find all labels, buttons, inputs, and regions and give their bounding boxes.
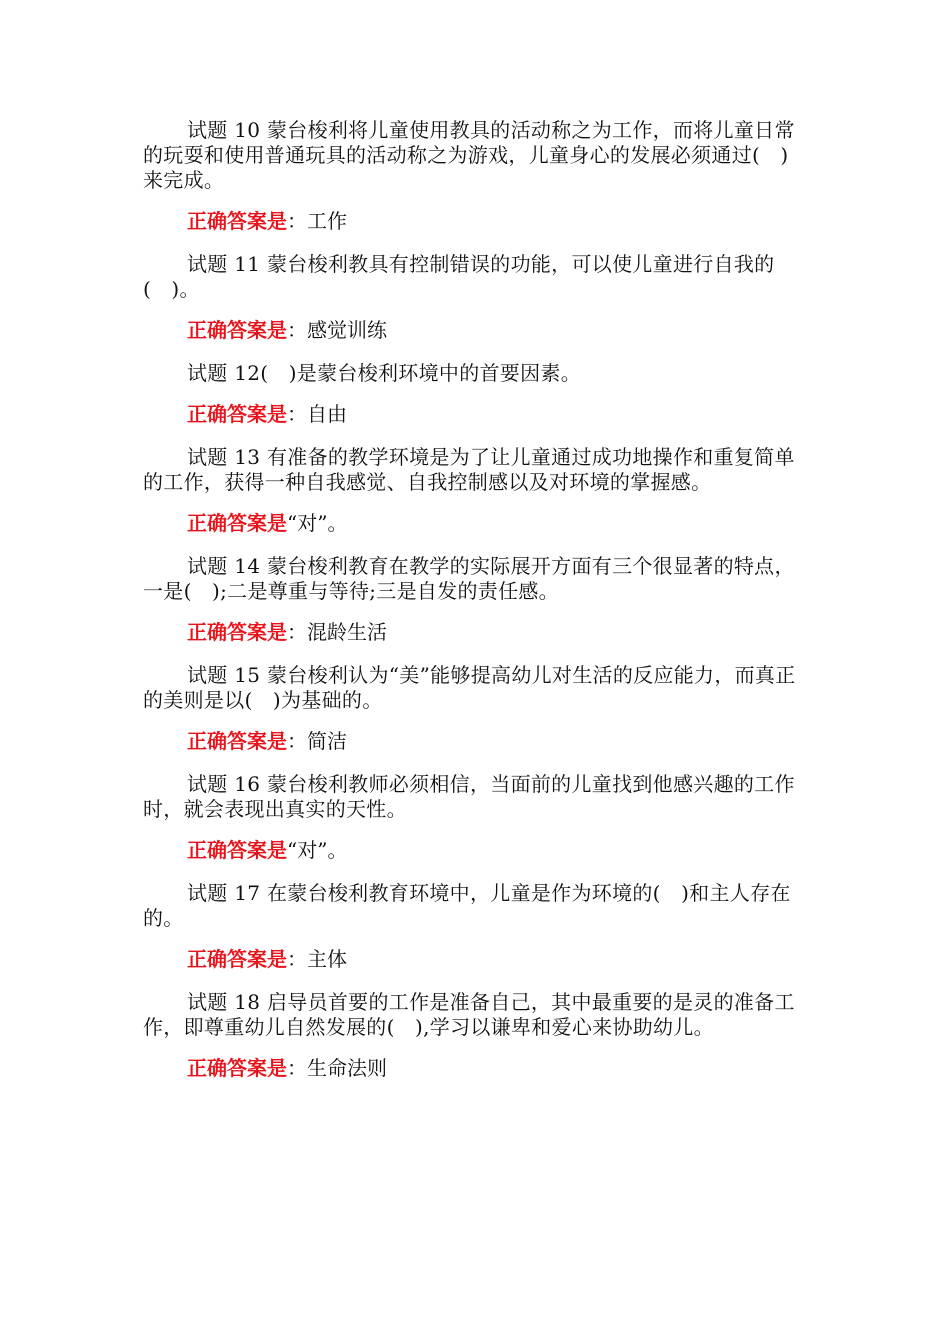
question-13: 试题 13 有准备的教学环境是为了让儿童通过成功地操作和重复简单的工作，获得一种自我感觉、自我控制感以及对环境的掌握感。 <box>143 445 795 494</box>
answer-label: 正确答案是 <box>187 620 287 644</box>
question-15: 试题 15 蒙台梭利认为“美”能够提高幼儿对生活的反应能力，而真正的美则是以( )为基础的。 <box>143 663 796 712</box>
answer-label: 正确答案是 <box>187 947 287 971</box>
answer-text: ：工作 <box>287 209 347 233</box>
answer-11 <box>143 318 808 343</box>
answer-text: ：主体 <box>287 947 347 971</box>
answer-13 <box>143 511 808 536</box>
question-18: 试题 18 启导员首要的工作是准备自己，其中最重要的是灵的准备工作，即尊重幼儿自然发展的( ),学习以谦卑和爱心来协助幼儿。 <box>143 990 795 1039</box>
answer-10 <box>143 209 808 234</box>
answer-16 <box>143 838 808 863</box>
question-14: 试题 14 蒙台梭利教育在教学的实际展开方面有三个很显著的特点，一是( );二是尊重与等待;三是自发的责任感。 <box>143 554 795 603</box>
document-page <box>143 118 808 1099</box>
question-17: 试题 17 在蒙台梭利教育环境中，儿童是作为环境的( )和主人存在的。 <box>143 881 791 930</box>
answer-text: ：生命法则 <box>287 1056 387 1080</box>
answer-label: 正确答案是 <box>187 729 287 753</box>
answer-label: 正确答案是 <box>187 318 287 342</box>
answer-label: 正确答案是 <box>187 209 287 233</box>
question-10: 试题 10 蒙台梭利将儿童使用教具的活动称之为工作，而将儿童日常的玩耍和使用普通玩具的活动称之为游戏，儿童身心的发展必须通过( )来完成。 <box>143 118 795 192</box>
answer-17 <box>143 947 808 972</box>
answer-text: “对”。 <box>287 838 348 862</box>
answer-label: 正确答案是 <box>187 511 287 535</box>
answer-12 <box>143 402 808 427</box>
question-16: 试题 16 蒙台梭利教师必须相信，当面前的儿童找到他感兴趣的工作时，就会表现出真实的天性。 <box>143 772 795 821</box>
answer-18 <box>143 1056 808 1081</box>
answer-label: 正确答案是 <box>187 1056 287 1080</box>
answer-text: ：感觉训练 <box>287 318 387 342</box>
answer-label: 正确答案是 <box>187 402 287 426</box>
answer-text: ：简洁 <box>287 729 347 753</box>
answer-text: ：混龄生活 <box>287 620 387 644</box>
answer-15 <box>143 729 808 754</box>
answer-text: “对”。 <box>287 511 348 535</box>
question-11: 试题 11 蒙台梭利教具有控制错误的功能，可以使儿童进行自我的( )。 <box>143 252 775 301</box>
question-12: 试题 12( )是蒙台梭利环境中的首要因素。 <box>187 361 582 385</box>
answer-14 <box>143 620 808 645</box>
answer-label: 正确答案是 <box>187 838 287 862</box>
answer-text: ：自由 <box>287 402 347 426</box>
